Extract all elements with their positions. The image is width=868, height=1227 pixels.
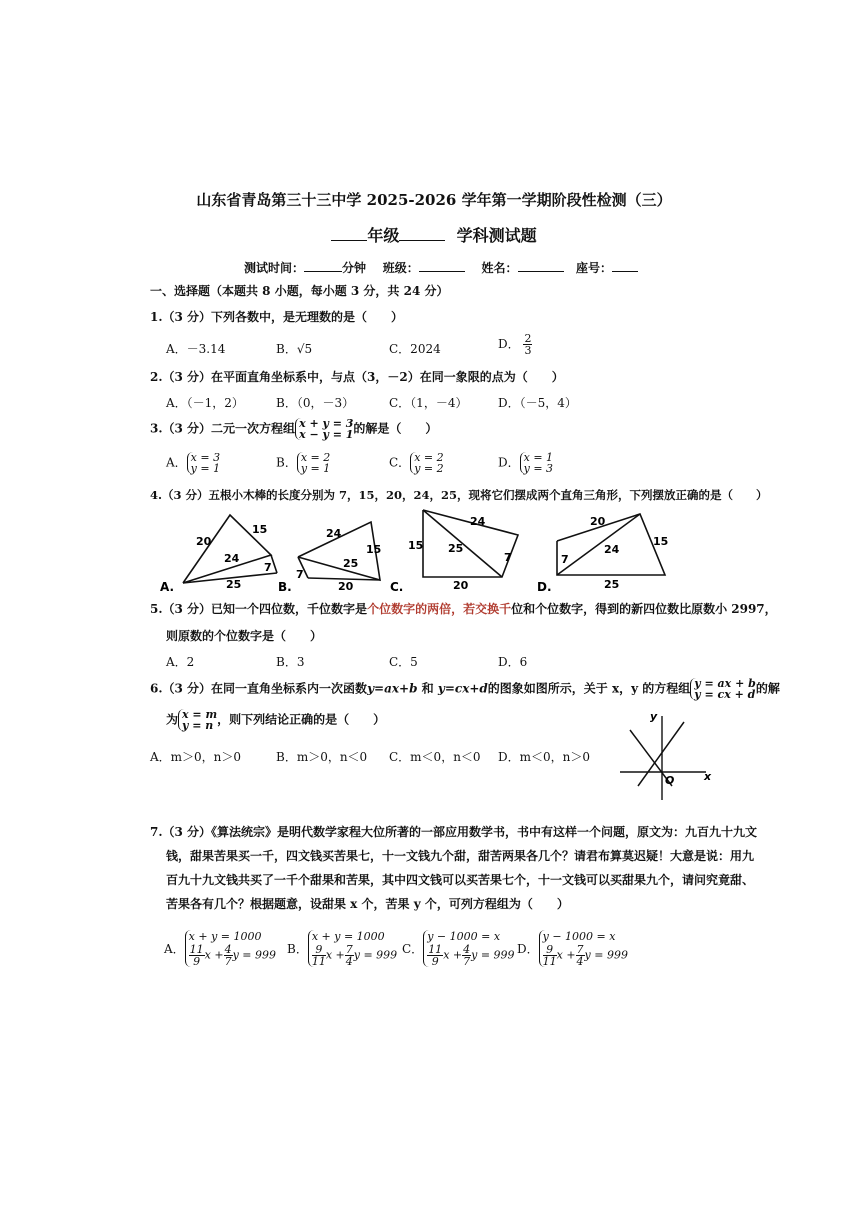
q7-d-system [539,930,628,967]
q7-c-frac1 [427,944,443,967]
q4-figure-b[interactable] [278,522,381,594]
q7-c-eq1: y − 1000 = x [427,930,501,943]
q7-option-d[interactable] [517,930,628,967]
q7-a-d2: 7 [224,955,232,968]
q7-line3: 百九十九文钱共买了一千个甜果和苦果，其中四文钱可以买苦果七个，十一文钱可以买甜果九个，请问究竟甜、 [166,873,755,887]
q4-c-num-7: 7 [504,551,512,564]
q3-system [295,418,353,440]
q2-option-b[interactable]: B．（0，－3） [276,396,355,410]
q3-b-eq1: x = 2 [300,451,331,464]
q3-d-system [520,452,553,474]
q4-d-num-15: 15 [653,535,669,548]
q5-line1 [150,600,777,617]
q4-figures [150,505,690,597]
name-label: 姓名： [481,261,518,275]
q7-a-n2: 4 [224,943,232,956]
q6-mid: 和 [421,681,434,696]
q7-d-frac2 [576,944,585,967]
q2-option-d[interactable]: D．（－5，4） [498,396,577,410]
q1-d-num: 2 [524,332,532,345]
q2-option-a[interactable]: A．（－1，2） [166,396,244,410]
q3-c-eq2: y = 2 [414,462,444,475]
q7-a-end: y = 999 [232,948,277,962]
q7-c-d2: 7 [463,955,471,968]
q7-b-end: y = 999 [353,948,398,962]
q4-c-num-25: 25 [448,542,464,555]
q7-a-frac1 [189,944,205,967]
q7-line2: 钱，甜果苦果买一千，四文钱买苦果七，十一文钱九个甜，甜苦两果各几个？请君布算莫迟疑！大意是说：用九 [166,849,755,863]
q3-stem-post: 的解是（ ） [353,421,438,436]
q6-system [690,678,756,700]
grade-blank-2[interactable] [399,240,445,241]
q4-a-num-15: 15 [252,523,268,536]
q4-b-num-7: 7 [296,568,304,581]
q1-option-c[interactable]: C．2024 [389,342,441,356]
q7-option-a[interactable] [164,930,276,967]
q7-a-frac2 [224,944,233,967]
q3-option-b[interactable] [276,452,330,474]
grade-label: 年级 [367,226,400,245]
q7-d-end: y = 999 [584,948,628,962]
q1-d-den: 3 [524,344,532,357]
q4-d-num-25: 25 [604,578,620,591]
q6-line1-post: 的图象如图所示，关于 x，y 的方程组 [487,681,691,696]
q7-c-n2: 4 [463,943,471,956]
grade-blank[interactable] [331,240,367,241]
q6-line2 [166,709,385,731]
q4-label-a: A. [160,580,175,594]
q5-line2: 则原数的个位数字是（ ） [166,629,323,643]
q6-option-a[interactable]: A．m＞0，n＞0 [150,750,242,764]
q7-a-mid: x + [204,948,224,962]
q1-d-fraction [523,333,532,356]
q5-line1-red: 个位数字的两倍，若交换千 [367,602,512,616]
q3-d-label: D． [498,455,520,470]
q7-d-d1: 11 [542,955,557,968]
q5-option-b[interactable]: B．3 [276,655,305,669]
q7-d-n1: 9 [543,944,557,956]
name-blank[interactable] [518,271,564,272]
exam-subtitle [0,223,868,246]
q6-sys-eq2: y = cx + d [694,688,756,701]
q4-b-num-20: 20 [338,580,354,593]
q6-graph [618,708,714,804]
q7-d-mid: x + [556,948,576,962]
q3-a-eq1: x = 3 [190,451,221,464]
q4-label-c: C. [390,580,404,594]
q3-a-eq2: y = 1 [190,462,221,475]
q4-stem: 4.（3 分）五根小木棒的长度分别为 7，15，20，24，25，现将它们摆成两个直角三角形，下列摆放正确的是（ ） [150,488,768,502]
q3-b-system [297,452,330,474]
q3-stem-pre: 3.（3 分）二元一次方程组 [150,421,296,436]
q3-option-d[interactable] [498,452,553,474]
q4-c-num-24: 24 [470,515,486,528]
minutes-label: 分钟 [342,261,367,275]
q7-c-label: C． [402,942,424,956]
q3-d-eq1: x = 1 [523,451,554,464]
q3-stem [150,418,437,440]
q7-b-label: B． [287,942,308,956]
q6-option-c[interactable]: C．m＜0，n＜0 [389,750,481,764]
q4-figure-c[interactable] [390,510,518,594]
q7-line1: 7.（3 分）《算法统宗》是明代数学家程大位所著的一部应用数学书，书中有这样一个问题，原文为：九百九十九文 [150,825,758,839]
q5-option-d[interactable]: D．6 [498,655,528,669]
q6-option-d[interactable]: D．m＜0，n＞0 [498,750,590,764]
q3-c-eq1: x = 2 [414,451,444,464]
q3-b-eq2: y = 1 [300,462,331,475]
q6-line2-pre: 为 [166,712,179,727]
q4-figure-a[interactable] [160,515,277,594]
q6-axis-y: y [650,710,658,723]
q7-b-frac1 [312,944,326,967]
q4-label-d: D. [537,580,552,594]
exam-title: 山东省青岛第三十三中学 2025-2026 学年第一学期阶段性检测（三） [196,191,672,209]
q7-a-d1: 9 [193,955,201,968]
q3-option-c[interactable] [389,452,444,474]
q7-a-n1: 11 [189,943,204,956]
q6-sys-eq1: y = ax + b [694,677,756,690]
q7-d-d2: 4 [576,955,584,968]
q4-d-num-20: 20 [590,515,606,528]
q6-solution [178,709,217,731]
q7-d-n2: 7 [576,943,584,956]
q4-a-num-20: 20 [196,535,212,548]
q1-d-label: D． [498,337,520,351]
q1-option-d[interactable] [498,333,532,356]
q7-c-frac2 [462,944,471,967]
q7-c-system [423,930,514,967]
q7-d-frac1 [543,944,557,967]
q4-d-num-7: 7 [561,553,569,566]
q7-option-c[interactable] [402,930,515,967]
q7-b-d2: 4 [345,955,353,968]
q7-b-eq1: x + y = 1000 [311,930,385,943]
q3-d-eq2: y = 3 [523,462,554,475]
q7-b-mid: x + [325,948,345,962]
q7-b-n2: 7 [345,943,353,956]
q7-option-b[interactable] [287,930,397,967]
q4-a-num-24: 24 [224,552,240,565]
q6-line1 [150,678,780,700]
q1-option-b[interactable] [276,340,312,357]
time-label: 测试时间： [244,261,305,275]
q3-c-system [410,452,443,474]
q7-b-system [308,930,397,967]
q5-option-a[interactable]: A．2 [166,655,195,669]
q4-a-num-25: 25 [226,578,242,591]
q1-b-label: B． [276,342,297,356]
q7-c-mid: x + [443,948,463,962]
q6-sol-y: y = n [182,719,214,732]
q6-axis-x: x [704,770,712,783]
q1-option-a[interactable]: A．－3.14 [166,342,226,356]
time-blank[interactable] [304,271,342,272]
q4-b-num-24: 24 [326,527,342,540]
q7-d-label: D． [517,942,539,956]
q6-origin: O [665,774,675,787]
q4-a-num-7: 7 [264,561,272,574]
q5-line1-post: 位和个位数字，得到的新四位数比原数小 2997， [511,602,777,616]
q4-b-num-25: 25 [343,557,359,570]
q4-figure-d[interactable] [537,514,668,594]
q6-sol-x: x = m [182,708,218,721]
q7-stem [150,820,758,916]
q7-b-d1: 11 [311,955,326,968]
q5-line1-pre: 5.（3 分）已知一个四位数，千位数字是 [150,602,368,616]
q3-eq2: x − y = 1 [299,428,354,441]
q7-c-end: y = 999 [471,948,515,962]
q4-c-num-15: 15 [408,539,424,552]
q7-a-system [185,930,276,967]
q7-b-frac2 [345,944,354,967]
q7-line4: 苦果各有几个？根据题意，设甜果 x 个，苦果 y 个，可列方程组为（ ） [166,897,569,911]
q3-option-a[interactable] [166,452,220,474]
seat-blank[interactable] [612,271,638,272]
subject-label: 学科测试题 [456,226,537,245]
q4-b-num-15: 15 [366,543,382,556]
q3-a-label: A． [166,455,187,470]
exam-info-line [244,259,638,276]
class-label: 班级： [382,261,419,275]
q6-line2-post: ，则下列结论正确的是（ ） [217,712,386,727]
q3-eq1: x + y = 3 [299,417,354,430]
q5-option-c[interactable]: C．5 [389,655,418,669]
q6-function-1: y=ax+b [367,681,418,696]
q3-b-label: B． [276,455,297,470]
q1-stem: 1.（3 分）下列各数中，是无理数的是（ ） [150,310,404,324]
q7-d-eq1: y − 1000 = x [542,930,616,943]
q7-b-n1: 9 [312,944,326,956]
q6-function-2: y=cx+d [437,681,488,696]
q7-c-d1: 9 [431,955,439,968]
q3-a-system [187,452,220,474]
section-heading: 一、选择题（本题共 8 小题，每小题 3 分，共 24 分） [150,284,449,298]
q2-option-c[interactable]: C．（1，－4） [389,396,468,410]
q7-a-label: A． [164,942,185,956]
q7-a-eq1: x + y = 1000 [188,930,262,943]
class-blank[interactable] [419,271,465,272]
q2-stem: 2.（3 分）在平面直角坐标系中，与点（3，－2）在同一象限的点为（ ） [150,370,564,384]
q6-option-b[interactable]: B．m＞0，n＜0 [276,750,368,764]
q6-tail: 的解 [755,681,780,696]
q4-d-num-24: 24 [604,543,620,556]
q4-c-num-20: 20 [453,579,469,592]
q3-c-label: C． [389,455,411,470]
q4-label-b: B. [278,580,292,594]
q1-b-value: √5 [296,342,313,356]
q7-c-n1: 11 [428,943,443,956]
q6-line1-pre: 6.（3 分）在同一直角坐标系内一次函数 [150,681,368,696]
seat-label: 座号： [576,261,613,275]
